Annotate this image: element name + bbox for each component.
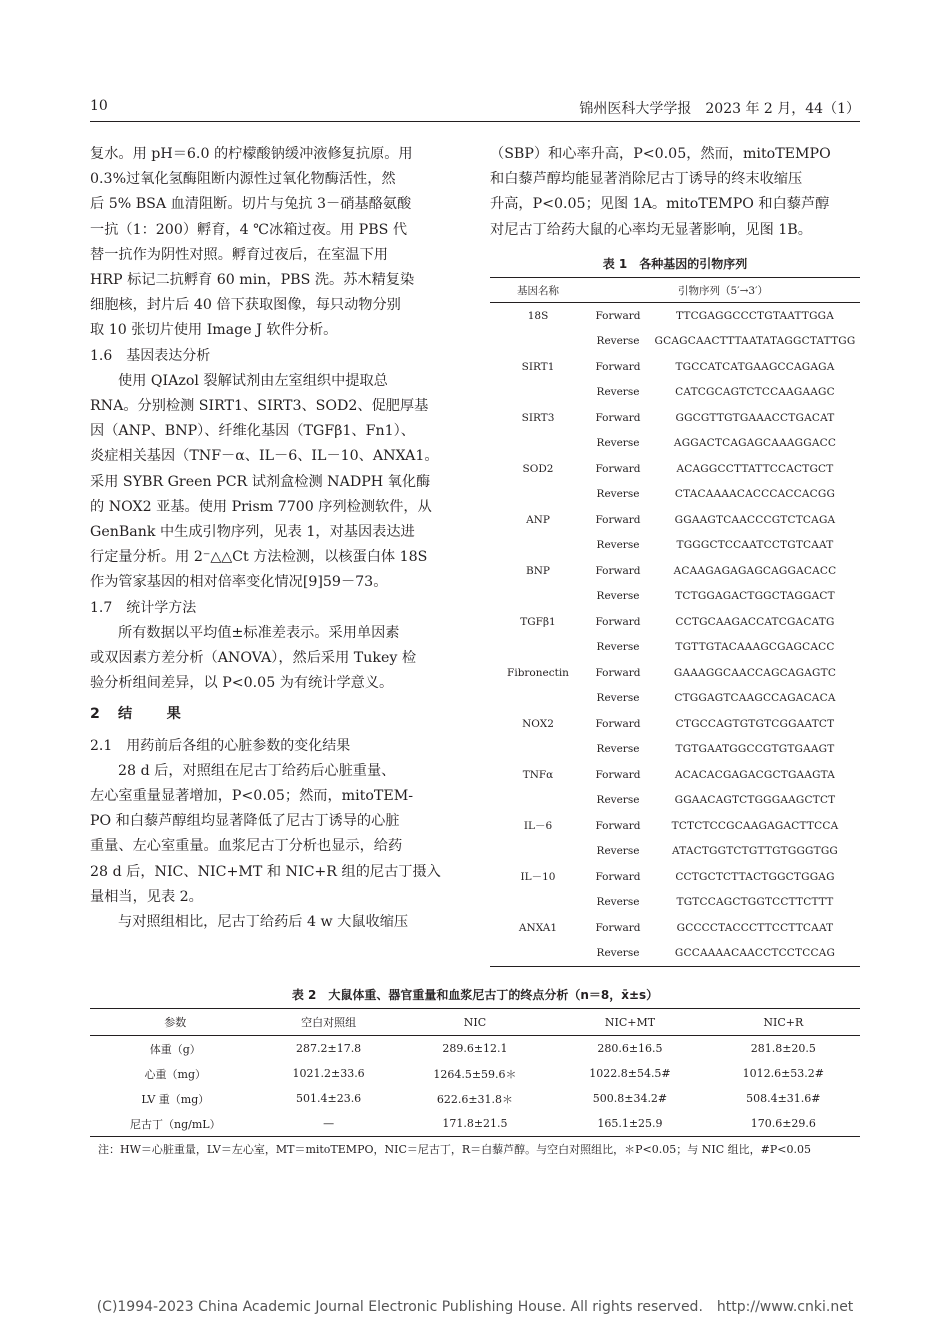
table2-note: 注：HW＝心脏重量，LV＝左心室，MT＝mitoTEMPO，NIC＝尼古丁，R＝白藜芦醇。与空白对照组比，＊P<0.05；与 NIC 组比，#P<0.05 (98, 1143, 811, 1156)
gene-name-cell: TNFα (522, 768, 554, 781)
table-row (490, 762, 860, 788)
sequence-cell: CTACAAAACACCCACCACGG (674, 488, 836, 501)
gene-name-cell: BNP (526, 564, 550, 577)
left-column (90, 142, 462, 935)
value-cell: 280.6±16.5 (597, 1042, 663, 1055)
direction-cell: Forward (595, 462, 641, 475)
gene-name-cell (490, 635, 586, 661)
copyright-footer: (C)1994-2023 China Academic Journal Electronic Publishing House. All rights reserved. http://www.cnki.net (96, 1299, 854, 1315)
gene-name-cell: ANP (526, 513, 550, 526)
direction-cell: Reverse (596, 845, 640, 858)
sequence-cell: GGAACAGTCTGGGAAGCTCT (674, 794, 836, 807)
text-line: 28 d 后，NIC、NIC+MT 和 NIC+R 组的尼古丁摄入 (90, 863, 441, 880)
direction-cell: Forward (595, 921, 641, 934)
table-row (490, 456, 860, 482)
sequence-cell: ACAGGCCTTATTCCACTGCT (676, 462, 834, 475)
gene-name-cell: 18S (527, 309, 549, 322)
direction-cell: Reverse (596, 335, 640, 348)
text-line: PO 和白藜芦醇组均显著降低了尼古丁诱导的心脏 (90, 813, 400, 830)
value-cell: 1264.5±59.6＊ (433, 1067, 517, 1081)
table-row (90, 1036, 860, 1062)
direction-cell: Forward (595, 870, 641, 883)
direction-cell: Forward (595, 768, 641, 781)
table2-header-control: 空白对照组 (261, 1009, 397, 1036)
text-line: 的 NOX2 亚基。使用 Prism 7700 序列检测软件，从 (90, 498, 432, 515)
sequence-cell: GGCGTTGTGAAACCTGACAT (675, 411, 835, 424)
sequence-cell: CTGCCAGTGTGTCGGAATCT (675, 717, 835, 730)
table-row (490, 354, 860, 380)
sequence-cell: AGGACTCAGAGCAAAGGACC (673, 437, 837, 450)
sequence-cell: TGTCCAGCTGGTCCTTCTTT (676, 896, 834, 909)
text-line: HRP 标记二抗孵育 60 min，PBS 洗。苏木精复染 (90, 272, 415, 289)
text-line: （SBP）和心率升高，P<0.05，然而，mitoTEMPO (490, 146, 831, 162)
sequence-cell: GCCCCTACCCTTCCTTCAAT (676, 921, 834, 934)
direction-cell: Forward (595, 819, 641, 832)
text-line: 采用 SYBR Green PCR 试剂盒检测 NADPH 氧化酶 (90, 473, 431, 490)
gene-name-cell: TGFβ1 (520, 615, 556, 628)
text-line: 替一抗作为阴性对照。孵育过夜后，在室温下用 (90, 246, 388, 263)
sequence-cell: TTCGAGGCCCTGTAATTGGA (675, 309, 835, 322)
gene-name-cell: NOX2 (522, 717, 554, 730)
table-row (490, 711, 860, 737)
gene-name-cell (490, 839, 586, 865)
text-line: 与对照组相比，尼古丁给药后 4 w 大鼠收缩压 (118, 914, 409, 931)
gene-name-cell (490, 329, 586, 355)
table-row (490, 405, 860, 431)
value-cell: 287.2±17.8 (295, 1042, 362, 1055)
text-line: 一抗（1：200）孵育，4 ℃冰箱过夜。用 PBS 代 (90, 221, 408, 238)
direction-cell: Reverse (596, 386, 640, 399)
table-row (490, 788, 860, 814)
gene-name-cell (490, 482, 586, 508)
gene-name-cell: ANXA1 (518, 921, 558, 934)
table-row (490, 507, 860, 533)
table-row (490, 329, 860, 355)
sequence-cell: GGAAGTCAACCCGTCTCAGA (674, 513, 836, 526)
direction-cell: Forward (595, 360, 641, 373)
param-cell: 尼古丁（ng/mL） (90, 1111, 261, 1137)
direction-cell: Forward (595, 666, 641, 679)
sequence-cell: CCTGCAAGACCATCGACATG (675, 615, 835, 628)
value-cell: 508.4±31.6# (746, 1092, 821, 1105)
gene-name-cell: IL－10 (520, 871, 556, 884)
gene-name-cell (490, 533, 586, 559)
sequence-cell: TGTGAATGGCCGTGTGAAGT (675, 743, 835, 756)
table-row (490, 660, 860, 686)
direction-cell: Forward (595, 615, 641, 628)
direction-cell: Reverse (596, 692, 640, 705)
gene-name-cell (490, 380, 586, 406)
text-line: GenBank 中生成引物序列，见表 1，对基因表达进 (90, 524, 415, 541)
sequence-cell: GCAGCAACTTTAATATAGGCTATTGG (654, 335, 856, 348)
direction-cell: Forward (595, 513, 641, 526)
table2-caption: 表 2 大鼠体重、器官重量和血浆尼古丁的终点分析（n＝8，x̄±s） (291, 988, 659, 1002)
table-row (490, 839, 860, 865)
table-row (490, 813, 860, 839)
direction-cell: Reverse (596, 743, 640, 756)
gene-name-cell: SOD2 (522, 462, 554, 475)
text-line: 行定量分析。用 2⁻△△Ct 方法检测，以核蛋白体 18S (90, 549, 428, 566)
table-row (490, 431, 860, 457)
value-cell: 289.6±12.1 (442, 1042, 508, 1055)
table-row (490, 915, 860, 941)
text-line: 因（ANP、BNP）、纤维化基因（TGFβ1、Fn1）、 (90, 423, 415, 440)
table-row (90, 1086, 860, 1111)
gene-name-cell: SIRT3 (521, 411, 555, 424)
section-heading: 2 结 果 (90, 706, 183, 723)
text-line: 对尼古丁给药大鼠的心率均无显著影响，见图 1B。 (490, 221, 812, 238)
table2-header-nic-mt: NIC+MT (553, 1009, 706, 1036)
value-cell: 165.1±25.9 (553, 1111, 706, 1137)
value-cell: 171.8±21.5 (397, 1111, 554, 1137)
gene-name-cell (490, 890, 586, 916)
sequence-cell: CCTGCTCTTACTGGCTGGAG (675, 870, 835, 883)
table-row (490, 482, 860, 508)
sequence-cell: CTGGAGTCAAGCCAGACACA (674, 692, 836, 705)
value-cell: 622.6±31.8＊ (436, 1092, 514, 1106)
sequence-cell: TGCCATCATGAAGCCAGAGA (675, 360, 835, 373)
table-row (490, 609, 860, 635)
table-row (490, 941, 860, 967)
sequence-cell: TGTTGTACAAAGCGAGCACC (675, 641, 835, 654)
gene-name-cell: Fibronectin (507, 666, 569, 679)
sequence-cell: GCCAAAACAACCTCCTCCAG (650, 941, 860, 967)
text-line: 后 5% BSA 血清阻断。切片与兔抗 3－硝基酪氨酸 (90, 196, 412, 213)
page-number: 10 (90, 98, 108, 114)
direction-cell: Reverse (596, 488, 640, 501)
gene-name-cell (490, 788, 586, 814)
direction-cell: Reverse (586, 941, 650, 967)
table-row (490, 635, 860, 661)
sequence-cell: TGGGCTCCAATCCTGTCAAT (676, 539, 834, 552)
text-line: 复水。用 pH＝6.0 的柠檬酸钠缓冲液修复抗原。用 (90, 146, 413, 162)
text-line: 和白藜芦醇均能显著消除尼古丁诱导的终末收缩压 (490, 171, 803, 188)
direction-cell: Forward (595, 717, 641, 730)
sequence-cell: ACACACGAGACGCTGAAGTA (674, 768, 836, 781)
value-cell: 170.6±29.6 (707, 1111, 860, 1137)
text-line: 作为管家基因的相对倍率变化情况[9]59－73。 (90, 574, 388, 591)
table-row (490, 380, 860, 406)
sequence-cell: TCTCTCCGCAAGAGACTTCCA (671, 819, 839, 832)
text-line: 使用 QIAzol 裂解试剂由左室组织中提取总 (118, 372, 388, 389)
table-row (490, 558, 860, 584)
text-line: 升高，P<0.05；见图 1A。mitoTEMPO 和白藜芦醇 (490, 196, 830, 213)
value-cell: 501.4±23.6 (295, 1092, 362, 1105)
gene-name-cell: IL－6 (523, 820, 553, 833)
sequence-cell: TCTGGAGACTGGCTAGGACT (675, 590, 835, 603)
param-cell: LV 重（mg） (141, 1092, 210, 1106)
header-rule (90, 121, 860, 122)
table-row (490, 533, 860, 559)
direction-cell: Reverse (596, 590, 640, 603)
text-line: 取 10 张切片使用 Image J 软件分析。 (90, 322, 338, 339)
direction-cell: Reverse (596, 437, 640, 450)
table-row (490, 864, 860, 890)
endpoint-table (90, 1008, 860, 1137)
table1-header-gene: 基因名称 (490, 278, 586, 303)
table-row (490, 890, 860, 916)
direction-cell: Reverse (596, 641, 640, 654)
direction-cell: Forward (595, 411, 641, 424)
table2-header-nic: NIC (397, 1009, 554, 1036)
direction-cell: Reverse (596, 794, 640, 807)
gene-name-cell (490, 686, 586, 712)
text-line: 0.3%过氧化氢酶阻断内源性过氧化物酶活性，然 (90, 171, 396, 188)
value-cell: 500.8±34.2# (592, 1092, 668, 1105)
value-cell: 1012.6±53.2# (742, 1067, 825, 1080)
primer-table (490, 277, 860, 967)
sequence-cell: GAAAGGCAACCAGCAGAGTC (673, 666, 837, 679)
sequence-cell: ATACTGGTCTGTTGTGGGTGG (672, 845, 838, 858)
text-line: 细胞核，封片后 40 倍下获取图像，每只动物分别 (90, 297, 401, 314)
table-row (490, 737, 860, 763)
text-line: 或双因素方差分析（ANOVA），然后采用 Tukey 检 (90, 650, 417, 667)
text-line: 重量、左心室重量。血浆尼古丁分析也显示，给药 (90, 838, 403, 855)
section-heading: 2.1 用药前后各组的心脏参数的变化结果 (90, 737, 351, 754)
table1-header-sequence: 引物序列（5′→3′） (586, 278, 860, 303)
value-cell: 1022.8±54.5# (589, 1067, 671, 1080)
text-line: 左心室重量显著增加，P<0.05；然而，mitoTEM- (90, 788, 414, 805)
table-row (90, 1111, 860, 1137)
gene-name-cell (490, 431, 586, 457)
table2-header-param: 参数 (90, 1009, 261, 1036)
value-cell: 1021.2±33.6 (292, 1067, 365, 1080)
gene-name-cell (490, 941, 586, 967)
right-column (490, 142, 862, 243)
table-row (90, 1061, 860, 1086)
table2-header-nic-r: NIC+R (707, 1009, 860, 1036)
gene-name-cell: SIRT1 (521, 360, 555, 373)
gene-name-cell (490, 737, 586, 763)
journal-header: 锦州医科大学学报 2023 年 2 月，44（1） (579, 101, 860, 117)
text-line: 28 d 后，对照组在尼古丁给药后心脏重量、 (118, 762, 396, 779)
table1-caption: 表 1 各种基因的引物序列 (602, 257, 748, 271)
text-line: 炎症相关基因（TNF－α、IL－6、IL－10、ANXA1。 (90, 448, 439, 465)
sequence-cell: CATCGCAGTCTCCAAGAAGC (675, 386, 835, 399)
direction-cell: Reverse (596, 896, 640, 909)
section-heading: 1.7 统计学方法 (90, 599, 197, 616)
text-line: 量相当，见表 2。 (90, 888, 203, 905)
table-row (490, 303, 860, 329)
section-heading: 1.6 基因表达分析 (90, 347, 211, 364)
value-cell: 281.8±20.5 (750, 1042, 816, 1055)
param-cell: 心重（mg） (144, 1067, 207, 1081)
value-cell: — (261, 1111, 397, 1137)
param-cell: 体重（g） (149, 1042, 201, 1056)
direction-cell: Forward (595, 564, 641, 577)
direction-cell: Forward (595, 309, 641, 322)
direction-cell: Reverse (596, 539, 640, 552)
table-row (490, 686, 860, 712)
text-line: 所有数据以平均值±标准差表示。采用单因素 (118, 624, 400, 641)
text-line: RNA。分别检测 SIRT1、SIRT3、SOD2、促肥厚基 (90, 398, 429, 415)
text-line: 验分析组间差异，以 P<0.05 为有统计学意义。 (90, 675, 394, 692)
sequence-cell: ACAAGAGAGAGCAGGACACC (673, 564, 837, 577)
gene-name-cell (490, 584, 586, 610)
table-row (490, 584, 860, 610)
